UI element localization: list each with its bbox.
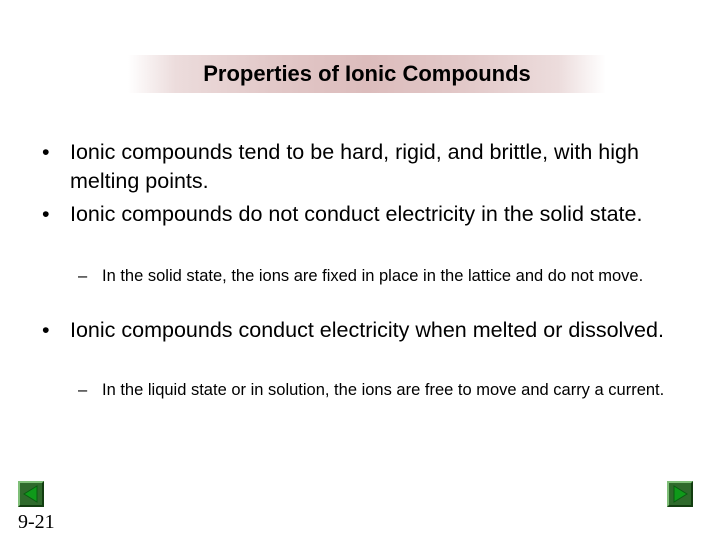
sub-bullet-1 (78, 264, 678, 288)
bullet-mark: • (42, 318, 50, 342)
bullet-2 (42, 200, 682, 229)
slide-number: 9-21 (18, 511, 55, 533)
previous-slide-button[interactable] (18, 481, 44, 507)
next-slide-button[interactable] (667, 481, 693, 507)
sub-bullet-text: In the solid state, the ions are fixed in place in the lattice and do not move. (102, 267, 644, 285)
triangle-left-icon (22, 485, 40, 503)
bullet-text: Ionic compounds conduct electricity when melted or dissolved. (70, 318, 664, 342)
sub-bullet-mark: – (78, 381, 88, 399)
bullet-text: Ionic compounds do not conduct electricity in the solid state. (70, 202, 643, 226)
bullet-mark: • (42, 202, 50, 226)
bullet-3 (42, 316, 682, 345)
sub-bullet-mark: – (78, 267, 88, 285)
title-bar (128, 55, 606, 93)
sub-bullet-2 (78, 378, 678, 402)
sub-bullet-text: In the liquid state or in solution, the ions are free to move and carry a current. (102, 381, 665, 399)
triangle-right-icon (671, 485, 689, 503)
bullet-text: Ionic compounds tend to be hard, rigid, and brittle, with high melting points. (70, 140, 639, 193)
slide-title: Properties of Ionic Compounds (203, 61, 531, 86)
bullet-mark: • (42, 140, 50, 164)
bullet-1 (42, 138, 682, 196)
